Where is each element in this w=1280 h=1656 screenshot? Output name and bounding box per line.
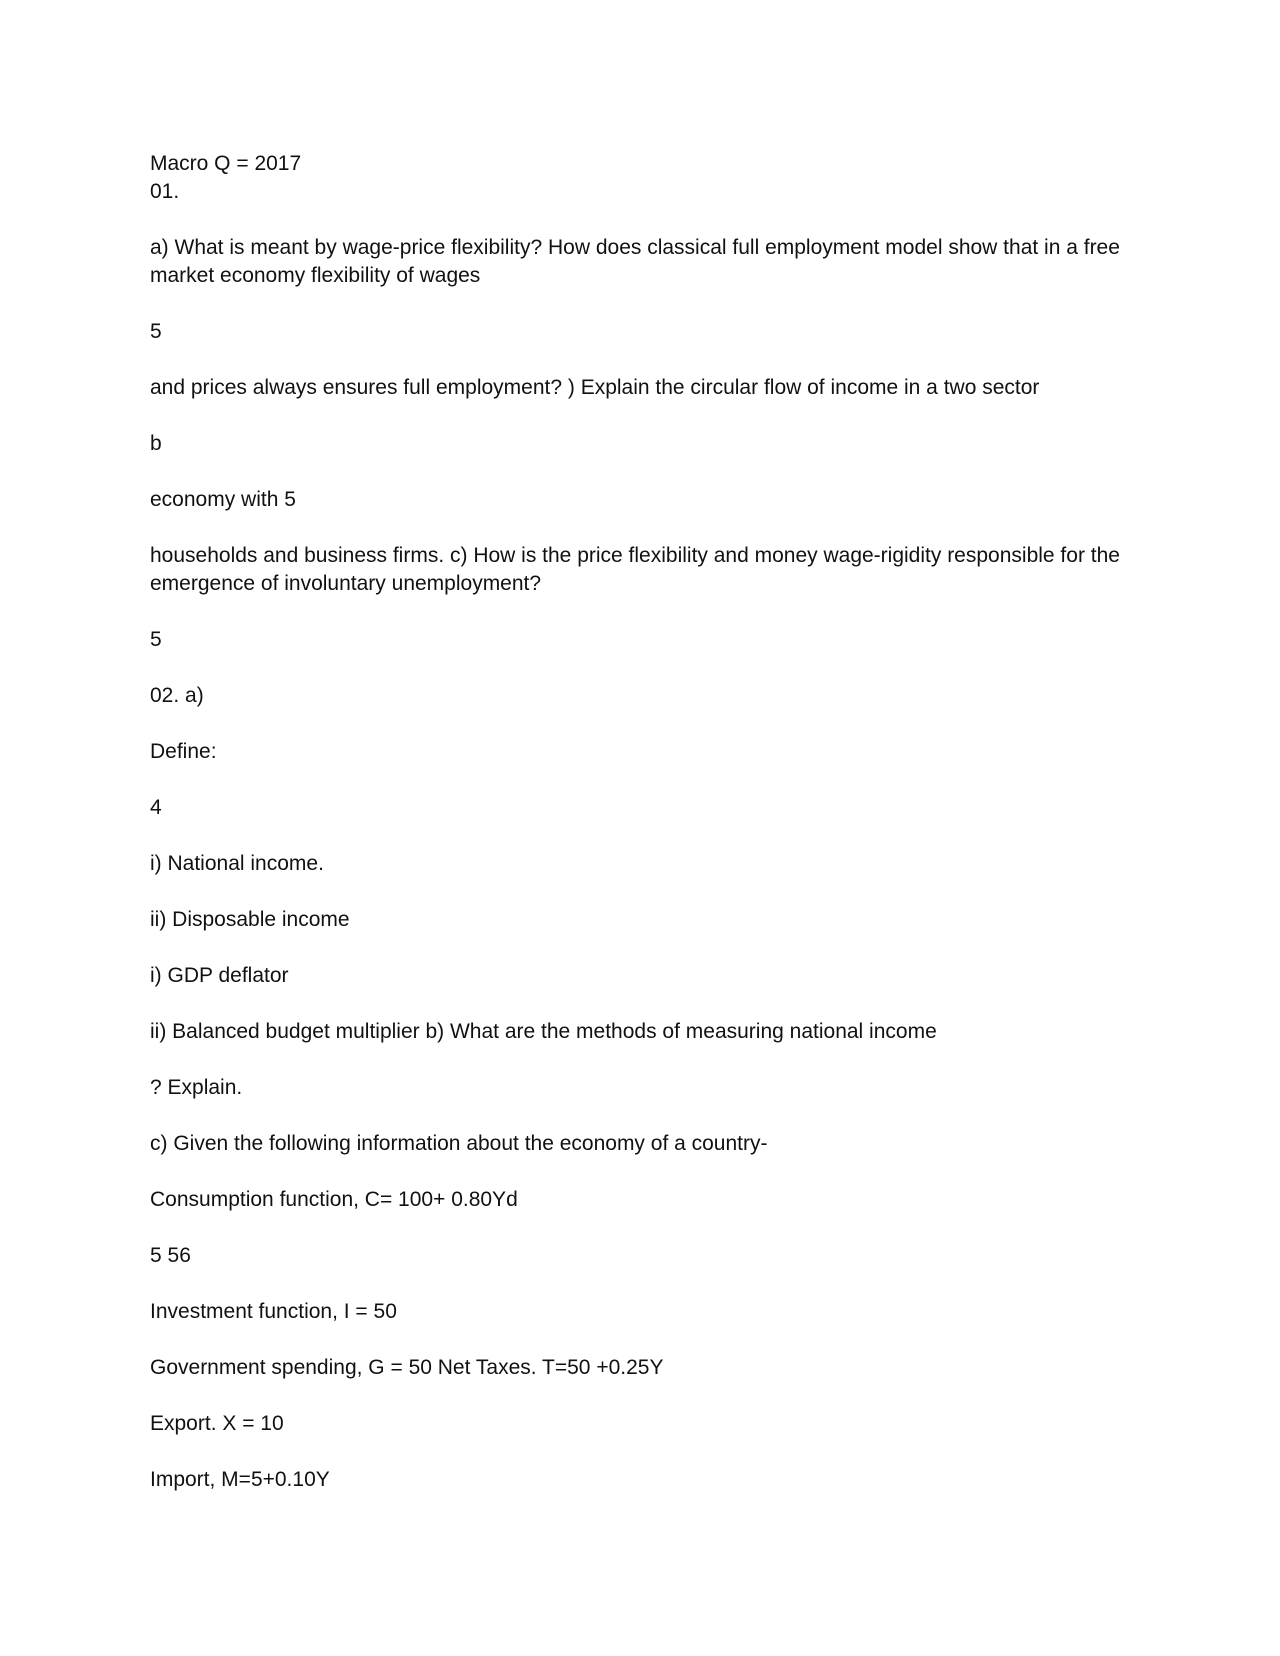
question-1c: households and business firms. c) How is the price flexibility and money wage-rigidity responsible for the emergence of involuntary unemployment?: [150, 544, 1120, 595]
question-2c: c) Given the following information about the economy of a country-: [150, 1132, 768, 1155]
investment-function: Investment function, I = 50: [150, 1300, 397, 1323]
question-1b-continued: economy with 5: [150, 488, 296, 511]
question-1a: a) What is meant by wage-price flexibility? How does classical full employment model show that in a free market economy flexibility of wages: [150, 236, 1120, 287]
explain-line: ? Explain.: [150, 1076, 243, 1099]
definition-item: ii) Disposable income: [150, 908, 350, 931]
import-function: Import, M=5+0.10Y: [150, 1468, 330, 1491]
marks-label: 5 56: [150, 1244, 191, 1267]
definition-item: i) GDP deflator: [150, 964, 289, 987]
define-label: Define:: [150, 740, 217, 763]
consumption-function: Consumption function, C= 100+ 0.80Yd: [150, 1188, 518, 1211]
question-1a-continued: and prices always ensures full employment? ) Explain the circular flow of income in a two sector: [150, 376, 1040, 399]
header-number: 01.: [150, 180, 180, 203]
part-letter-b: b: [150, 432, 162, 455]
question-2-label: 02. a): [150, 684, 204, 707]
definition-item: ii) Balanced budget multiplier b) What are the methods of measuring national income: [150, 1020, 937, 1043]
export-value: Export. X = 10: [150, 1412, 284, 1435]
marks-label: 5: [150, 320, 162, 343]
marks-label: 5: [150, 628, 162, 651]
definition-item: i) National income.: [150, 852, 324, 875]
government-spending: Government spending, G = 50 Net Taxes. T=50 +0.25Y: [150, 1356, 664, 1379]
marks-label: 4: [150, 796, 162, 819]
header-title: Macro Q = 2017: [150, 152, 302, 175]
